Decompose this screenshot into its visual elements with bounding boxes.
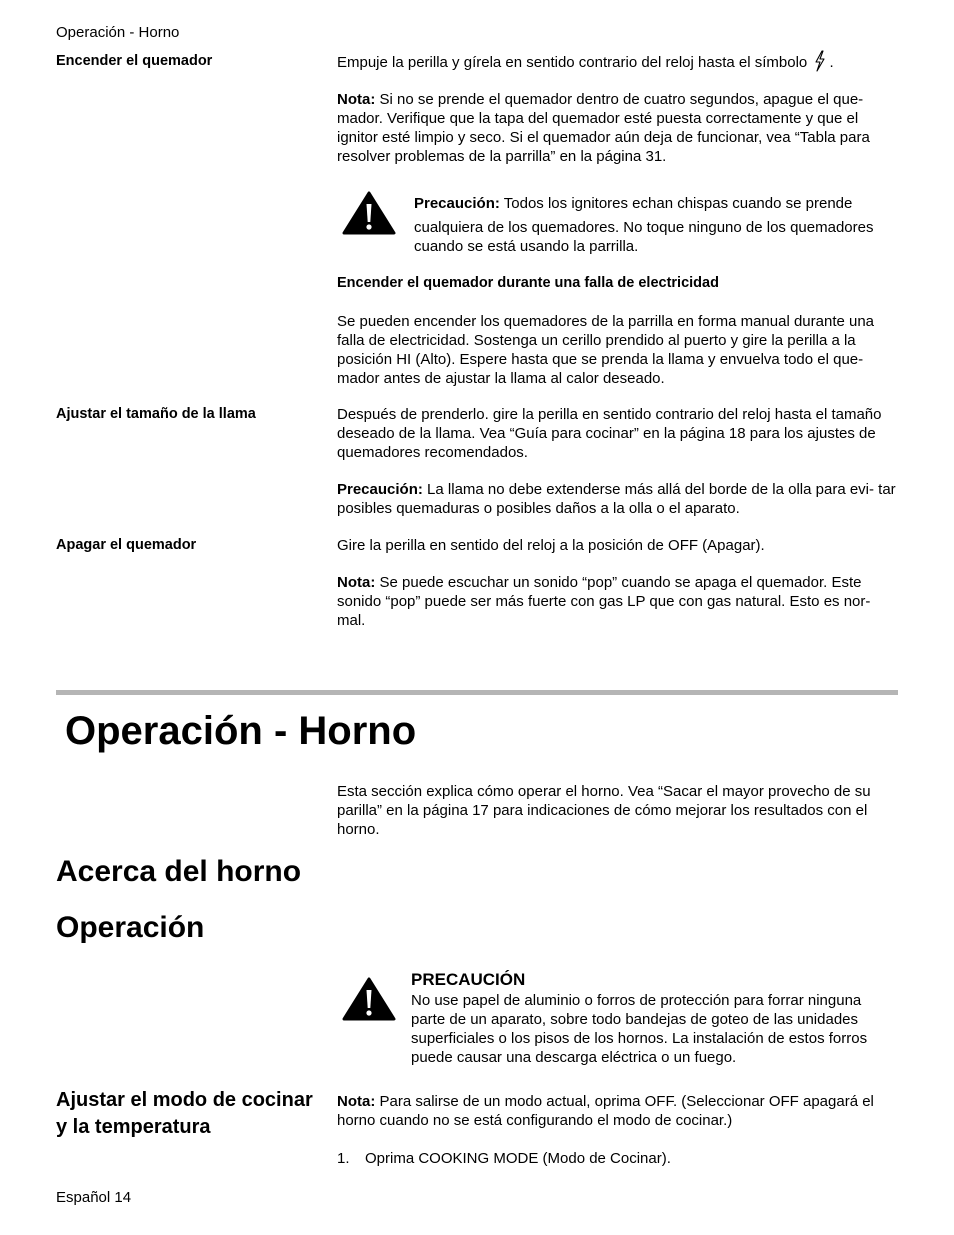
step-text: Oprima COOKING MODE (Modo de Cocinar). xyxy=(365,1150,671,1167)
ignite-caution-text: Todos los ignitores echan chispas cuando se prende xyxy=(503,195,853,212)
page-footer: Español 14 xyxy=(56,1189,132,1206)
flame-text: Después de prenderlo. gire la perilla en sentido contrario del reloj hasta el tamaño deseado de la llama. Vea “Guía para cocinar” en la página 18 para los ajustes de quemadores recomendados. xyxy=(337,406,882,461)
ignite-note-text: Si no se prende el quemador dentro de cuatro segundos, apague el que- mador. Verifique que la tapa del quemador esté puesta correctamente y que el ignitor esté limpio y seco. Si el quemador aún deja de funcionar, vea “Tabla para resolver problemas de la parrilla” en la página 31. xyxy=(337,91,870,165)
ignite-caution-rest: cualquiera de los quemadores. No toque ninguno de los quemadores cuando se está usando la parrilla. xyxy=(414,219,874,255)
flame-caution-label: Precaución: xyxy=(337,481,423,498)
cooking-mode-heading: Ajustar el modo de cocinar y la temperatura xyxy=(56,1089,313,1138)
off-label: Apagar el quemador xyxy=(56,537,197,553)
off-note xyxy=(337,573,902,630)
off-note-label: Nota: xyxy=(337,574,376,591)
running-header: Operación - Horno xyxy=(56,24,180,41)
section-divider xyxy=(56,690,898,695)
warning-triangle-icon xyxy=(342,190,396,236)
off-note-text: Se puede escuchar un sonido “pop” cuando se apaga el quemador. Este sonido “pop” puede ser más fuerte con gas LP que con gas natural. Esto es nor- mal. xyxy=(337,574,871,629)
ignite-note-label: Nota: xyxy=(337,91,376,108)
warning-triangle-icon xyxy=(342,976,396,1022)
oven-intro: Esta sección explica cómo operar el horno. Vea “Sacar el mayor provecho de su parilla” en la página 17 para indicaciones de cómo mejorar los resultados con el horno. xyxy=(337,783,871,838)
cooking-mode-note-text: Para salirse de un modo actual, oprima OFF. (Seleccionar OFF apagará el horno cuando no se está configurando el modo de cocinar.) xyxy=(337,1093,874,1129)
flame-caution-text: La llama no debe extenderse más allá del borde de la olla para evi- tar posibles quemaduras o posibles daños a la olla o el aparato. xyxy=(337,481,896,517)
ignite-caution-line1 xyxy=(414,194,904,213)
ignite-label: Encender el quemador xyxy=(56,53,213,69)
flame-label: Ajustar el tamaño de la llama xyxy=(56,406,256,422)
ignite-note xyxy=(337,90,902,166)
flame-caution xyxy=(337,480,902,518)
operation-heading: Operación xyxy=(56,911,205,944)
off-text: Gire la perilla en sentido del reloj a la posición de OFF (Apagar). xyxy=(337,537,765,554)
power-failure-text: Se pueden encender los quemadores de la parrilla en forma manual durante una falla de electricidad. Sostenga un cerillo prendido al puerto y gire la perilla a la posición HI (Alto). Espere hasta que se prenda la llama y envuelva todo el que- mador antes de ajustar la llama al calor deseado. xyxy=(337,313,875,387)
ignite-text xyxy=(337,50,902,77)
about-oven-heading: Acerca del horno xyxy=(56,855,302,888)
step-number: 1. xyxy=(337,1150,350,1167)
oven-title: Operación - Horno xyxy=(65,709,417,753)
ignite-text-body: Empuje la perilla y gírela en sentido contrario del reloj hasta el símbolo xyxy=(337,54,808,71)
ignite-caution-label: Precaución: xyxy=(414,195,500,212)
oven-caution-text: No use papel de aluminio o forros de protección para forrar ninguna parte de un aparato, sobre todo bandejas de goteo de las unidades superficiales o los pisos de los hornos. La instalación de estos forros puede causar una descarga eléctrica o un fuego. xyxy=(411,992,868,1066)
ignite-text-end: . xyxy=(829,54,834,71)
lightning-bolt-icon xyxy=(813,50,827,77)
cooking-mode-note-label: Nota: xyxy=(337,1093,376,1110)
cooking-mode-note xyxy=(337,1092,902,1130)
power-failure-heading: Encender el quemador durante una falla de electricidad xyxy=(337,275,719,291)
oven-caution-title: PRECAUCIÓN xyxy=(411,970,526,989)
